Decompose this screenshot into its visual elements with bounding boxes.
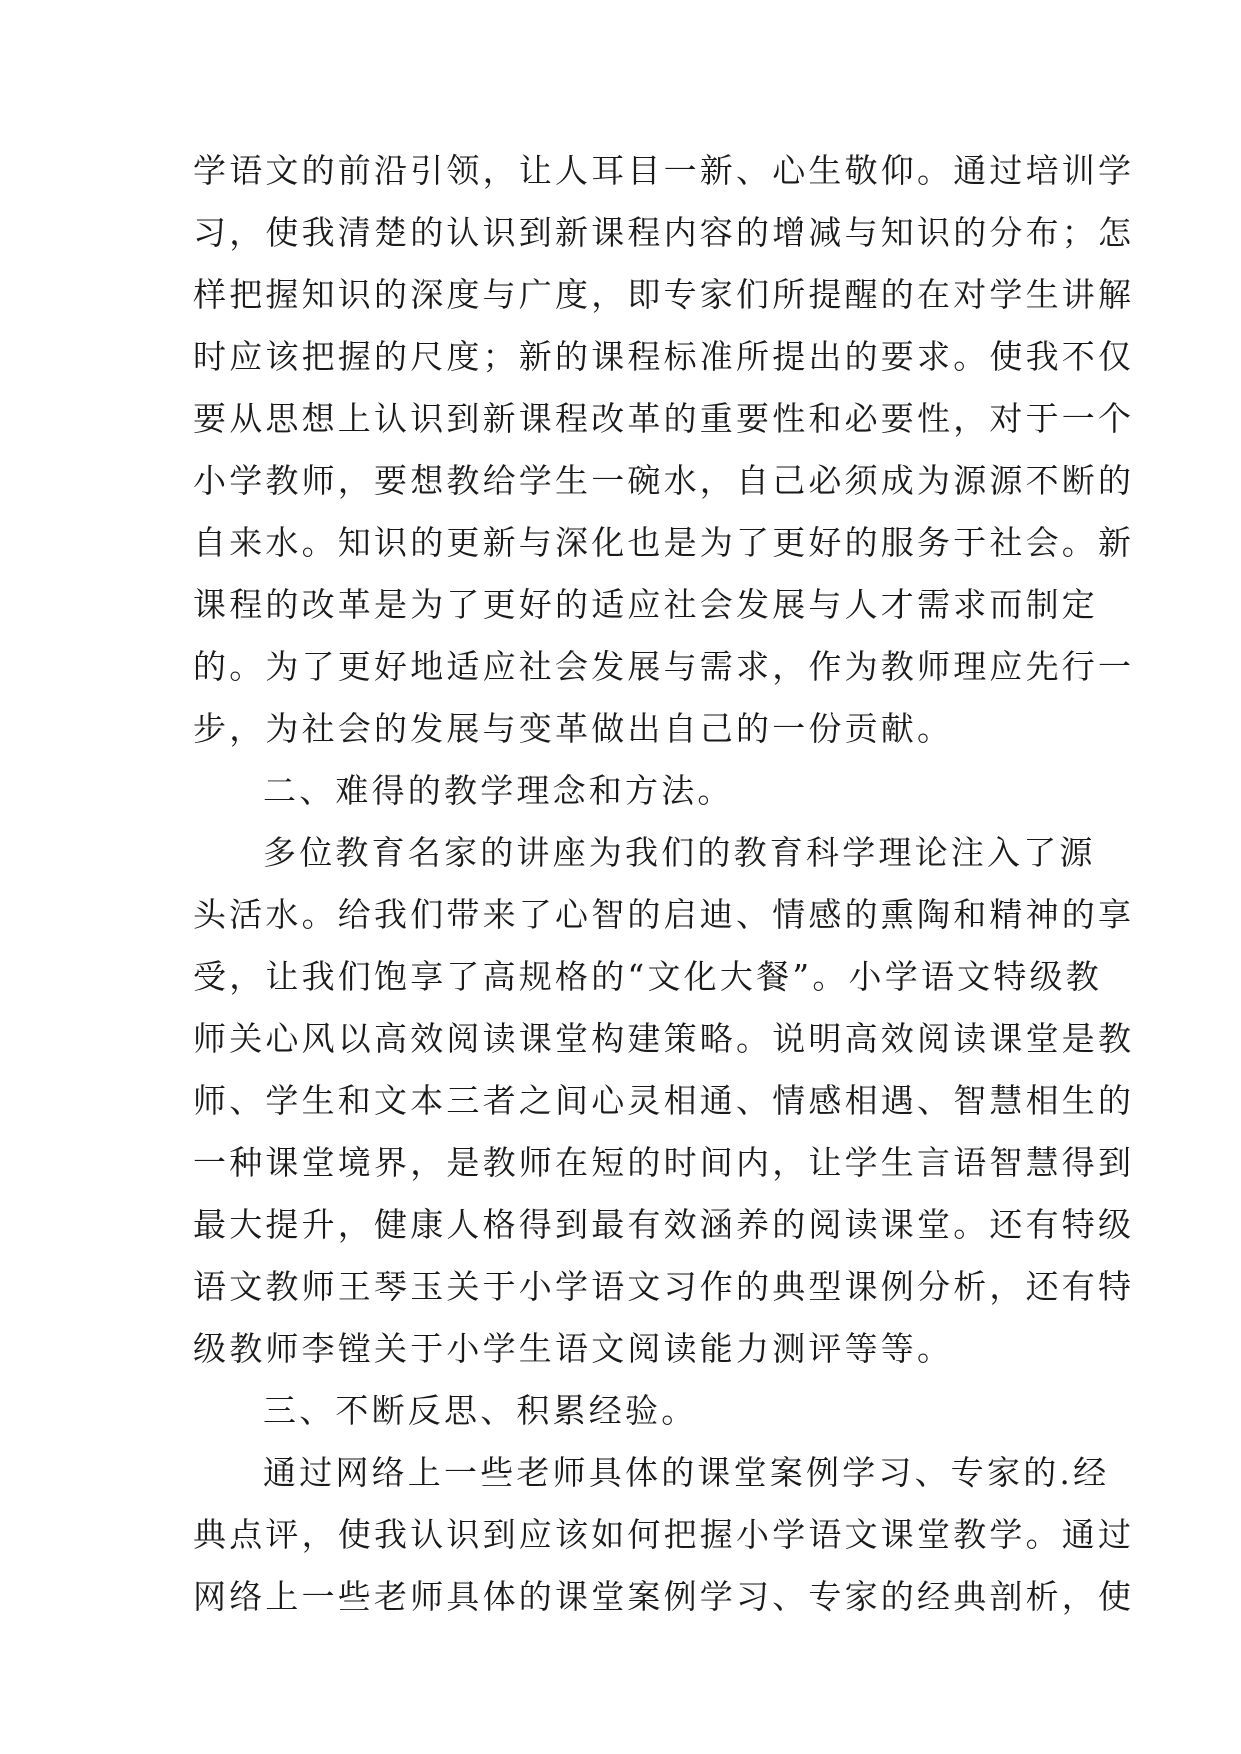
text-line: 课程的改革是为了更好的适应社会发展与人才需求而制定 <box>193 585 1098 624</box>
text-line: 师、学生和文本三者之间心灵相通、情感相遇、智慧相生的 <box>193 1081 1135 1120</box>
text-line: 网络上一些老师具体的课堂案例学习、专家的经典剖析，使 <box>193 1577 1135 1616</box>
text-line: 典点评，使我认识到应该如何把握小学语文课堂教学。通过 <box>193 1515 1135 1554</box>
text-line: 多位教育名家的讲座为我们的教育科学理论注入了源 <box>263 833 1096 872</box>
text-line: 时应该把握的尺度；新的课程标准所提出的要求。使我不仅 <box>193 337 1135 376</box>
text-line: 学语文的前沿引领，让人耳目一新、心生敬仰。通过培训学 <box>193 151 1135 190</box>
text-line: 三、不断反思、积累经验。 <box>263 1391 698 1430</box>
text-line: 师关心风以高效阅读课堂构建策略。说明高效阅读课堂是教 <box>193 1019 1135 1058</box>
text-line: 二、难得的教学理念和方法。 <box>263 771 734 810</box>
text-line: 级教师李镗关于小学生语文阅读能力测评等等。 <box>193 1329 954 1368</box>
text-line: 受，让我们饱享了高规格的“文化大餐”。小学语文特级教 <box>193 957 1102 996</box>
text-line: 最大提升，健康人格得到最有效涵养的阅读课堂。还有特级 <box>193 1205 1135 1244</box>
text-line: 语文教师王琴玉关于小学语文习作的典型课例分析，还有特 <box>193 1267 1135 1306</box>
document-body <box>193 140 1135 1628</box>
text-line: 小学教师，要想教给学生一碗水，自己必须成为源源不断的 <box>193 461 1135 500</box>
text-line: 步，为社会的发展与变革做出自己的一份贡献。 <box>193 709 954 748</box>
text-line: 要从思想上认识到新课程改革的重要性和必要性，对于一个 <box>193 399 1135 438</box>
text-line: 通过网络上一些老师具体的课堂案例学习、专家的.经 <box>263 1453 1110 1492</box>
text-line: 一种课堂境界，是教师在短的时间内，让学生言语智慧得到 <box>193 1143 1135 1182</box>
text-line: 头活水。给我们带来了心智的启迪、情感的熏陶和精神的享 <box>193 895 1135 934</box>
text-line: 的。为了更好地适应社会发展与需求，作为教师理应先行一 <box>193 647 1135 686</box>
text-line: 样把握知识的深度与广度，即专家们所提醒的在对学生讲解 <box>193 275 1135 314</box>
text-line: 习，使我清楚的认识到新课程内容的增减与知识的分布；怎 <box>193 213 1135 252</box>
text-line: 自来水。知识的更新与深化也是为了更好的服务于社会。新 <box>193 523 1135 562</box>
